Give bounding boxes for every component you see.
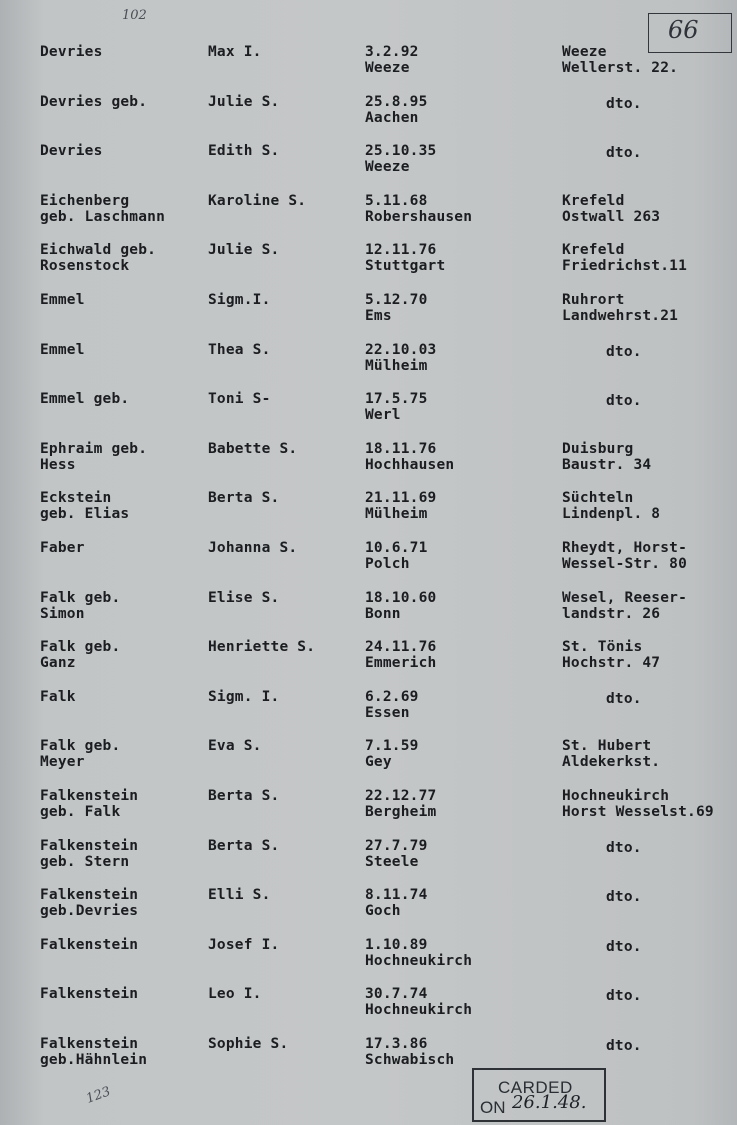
handwritten-mark-bottom: 123 (84, 1084, 113, 1107)
birth-cell-line: 17.3.86 (365, 1035, 428, 1052)
address-cell-line: Duisburg (562, 440, 634, 457)
address-cell-line: St. Tönis (562, 639, 643, 656)
birth-cell (365, 44, 419, 76)
first-name-cell: Julie S. (208, 242, 280, 259)
address-cell-line: Aldekerkst. (562, 754, 661, 771)
address-cell-line: St. Hubert (562, 738, 652, 755)
table-row (0, 838, 737, 888)
surname-cell-line: Falk geb. (40, 639, 121, 656)
first-name-cell: Thea S. (208, 341, 271, 358)
address-cell (562, 540, 687, 572)
birth-cell (365, 292, 428, 324)
birth-cell-line: 1.10.89 (365, 936, 428, 953)
surname-cell (40, 441, 147, 473)
surname-cell (40, 292, 85, 308)
first-name-cell: Edith S. (208, 143, 280, 160)
birth-cell-line: Weeze (365, 60, 410, 76)
first-name-cell: Sophie S. (208, 1035, 289, 1052)
birth-cell-line: Mülheim (365, 506, 428, 523)
surname-cell (40, 689, 76, 705)
surname-cell (40, 540, 85, 556)
surname-cell-line: Falkenstein (40, 887, 139, 904)
address-cell-line: Horst Wesselst.69 (562, 803, 714, 820)
surname-cell-line: Devries (40, 143, 103, 160)
birth-cell-line: 25.10.35 (365, 143, 437, 160)
birth-cell (365, 788, 436, 820)
table-row (0, 887, 737, 937)
birth-cell-line: Stuttgart (365, 258, 446, 275)
table-row (0, 242, 737, 292)
birth-cell-line: Mülheim (365, 357, 428, 374)
address-cell (606, 889, 642, 905)
address-cell (606, 1038, 642, 1054)
address-cell (562, 590, 687, 622)
address-cell (606, 96, 642, 112)
address-cell-line: Krefeld (562, 192, 625, 209)
surname-cell-line: Devries geb. (40, 93, 148, 110)
table-row (0, 441, 737, 491)
address-cell (562, 242, 687, 274)
surname-cell-line: Eichwald geb. (40, 242, 157, 259)
table-row (0, 738, 737, 788)
birth-cell-line: Ems (365, 307, 392, 324)
birth-cell (365, 986, 472, 1018)
surname-cell-line: Falk geb. (40, 738, 121, 755)
address-cell-line: Krefeld (562, 242, 625, 259)
stamp-date: 26.1.48. (512, 1092, 587, 1113)
first-name-cell: Berta S. (208, 490, 280, 507)
surname-cell (40, 788, 138, 820)
address-cell (606, 145, 642, 161)
surname-cell-line: geb. Falk (40, 803, 121, 820)
surname-cell-line: Falkenstein (40, 837, 139, 854)
address-cell-line: Baustr. 34 (562, 456, 652, 473)
surname-cell (40, 937, 138, 953)
surname-cell-line: Falk geb. (40, 589, 121, 606)
address-cell (606, 939, 642, 955)
address-cell-line: dto. (606, 690, 642, 707)
surname-cell-line: Devries (40, 44, 103, 60)
birth-cell-line: 18.11.76 (365, 440, 437, 457)
address-cell (606, 840, 642, 856)
birth-cell (365, 887, 428, 919)
address-cell-line: Lindenpl. 8 (562, 506, 661, 523)
address-cell-line: Ostwall 263 (562, 208, 661, 225)
birth-cell-line: 30.7.74 (365, 986, 428, 1003)
surname-cell-line: Meyer (40, 754, 85, 771)
birth-cell-line: 10.6.71 (365, 539, 428, 556)
birth-cell-line: Steele (365, 853, 419, 870)
address-cell-line: Weeze (562, 44, 607, 60)
first-name-cell: Sigm. I. (208, 688, 280, 705)
birth-cell-line: 27.7.79 (365, 837, 428, 854)
first-name-cell: Johanna S. (208, 539, 298, 556)
table-row (0, 391, 737, 441)
birth-cell-line: Werl (365, 407, 401, 424)
birth-cell (365, 94, 428, 126)
first-name-cell: Berta S. (208, 787, 280, 804)
birth-cell (365, 738, 419, 770)
birth-cell-line: 17.5.75 (365, 391, 428, 408)
surname-cell-line: geb.Devries (40, 903, 139, 920)
address-cell-line: dto. (606, 393, 642, 410)
birth-cell-line: 25.8.95 (365, 93, 428, 110)
table-row (0, 788, 737, 838)
surname-cell-line: geb. Laschmann (40, 208, 166, 225)
table-row (0, 44, 737, 94)
surname-cell (40, 838, 138, 870)
birth-cell-line: Aachen (365, 109, 419, 126)
birth-cell-line: 21.11.69 (365, 490, 437, 507)
first-name-cell: Toni S- (208, 391, 271, 408)
surname-cell-line: Hess (40, 456, 76, 473)
handwritten-mark-top: 102 (122, 8, 147, 23)
first-name-cell: Karoline S. (208, 192, 307, 209)
birth-cell (365, 441, 454, 473)
surname-cell-line: Falkenstein (40, 936, 139, 953)
surname-cell (40, 44, 103, 60)
birth-cell-line: 22.12.77 (365, 787, 437, 804)
surname-cell-line: geb. Stern (40, 853, 130, 870)
surname-cell-line: Eckstein (40, 490, 112, 507)
birth-cell-line: 6.2.69 (365, 688, 419, 705)
address-cell (606, 691, 642, 707)
birth-cell (365, 937, 472, 969)
birth-cell-line: Robershausen (365, 208, 473, 225)
table-row (0, 590, 737, 640)
address-cell-line: dto. (606, 938, 642, 955)
birth-cell (365, 639, 436, 671)
surname-cell-line: Rosenstock (40, 258, 130, 275)
first-name-cell: Max I. (208, 44, 262, 60)
table-row (0, 292, 737, 342)
surname-cell-line: Falkenstein (40, 1035, 139, 1052)
birth-cell-line: Emmerich (365, 655, 437, 672)
address-cell-line: Friedrichst.11 (562, 258, 688, 275)
birth-cell (365, 342, 436, 374)
birth-cell (365, 838, 428, 870)
birth-cell (365, 1036, 454, 1068)
first-name-cell: Josef I. (208, 936, 280, 953)
surname-cell (40, 1036, 147, 1068)
table-row (0, 490, 737, 540)
surname-cell-line: Simon (40, 605, 85, 622)
surname-cell-line: Falkenstein (40, 986, 139, 1003)
first-name-cell: Eva S. (208, 738, 262, 755)
page-number: 66 (668, 16, 699, 44)
address-cell (562, 738, 660, 770)
address-cell-line: Rheydt, Horst- (562, 539, 688, 556)
surname-cell-line: Falk (40, 688, 76, 705)
carded-stamp (472, 1068, 606, 1122)
address-cell-line: dto. (606, 1037, 642, 1054)
table-row (0, 94, 737, 144)
birth-cell-line: Gey (365, 754, 392, 771)
birth-cell (365, 590, 436, 622)
birth-cell (365, 193, 472, 225)
surname-cell (40, 342, 85, 358)
table-row (0, 540, 737, 590)
address-cell-line: Wessel-Str. 80 (562, 555, 688, 572)
first-name-cell: Julie S. (208, 93, 280, 110)
birth-cell (365, 391, 428, 423)
address-cell-line: dto. (606, 889, 642, 906)
surname-cell (40, 887, 138, 919)
first-name-cell: Henriette S. (208, 639, 316, 656)
birth-cell-line: Weeze (365, 159, 410, 176)
stamp-on-label: ON (480, 1098, 506, 1117)
birth-cell (365, 143, 436, 175)
first-name-cell: Berta S. (208, 837, 280, 854)
address-cell (606, 393, 642, 409)
surname-cell (40, 986, 138, 1002)
surname-cell (40, 490, 129, 522)
address-cell-line: Landwehrst.21 (562, 307, 679, 324)
table-row (0, 937, 737, 987)
address-cell-line: Süchteln (562, 490, 634, 507)
birth-cell-line: 7.1.59 (365, 738, 419, 755)
surname-cell (40, 193, 165, 225)
birth-cell-line: 5.11.68 (365, 192, 428, 209)
surname-cell-line: Emmel (40, 341, 85, 358)
address-cell-line: dto. (606, 988, 642, 1005)
address-cell (562, 639, 660, 671)
birth-cell-line: Bonn (365, 605, 401, 622)
surname-cell-line: Eichenberg (40, 192, 130, 209)
birth-cell-line: 5.12.70 (365, 291, 428, 308)
birth-cell-line: Hochneukirch (365, 952, 473, 969)
address-cell (562, 441, 651, 473)
birth-cell-line: Bergheim (365, 803, 437, 820)
surname-cell-line: geb.Hähnlein (40, 1051, 148, 1068)
address-cell (562, 193, 660, 225)
birth-cell (365, 242, 445, 274)
address-cell-line: Ruhrort (562, 291, 625, 308)
birth-cell-line: Hochhausen (365, 456, 455, 473)
surname-cell-line: Emmel geb. (40, 391, 130, 408)
address-cell-line: Wesel, Reeser- (562, 589, 688, 606)
birth-cell-line: 3.2.92 (365, 44, 419, 60)
first-name-cell: Sigm.I. (208, 291, 271, 308)
surname-cell (40, 94, 147, 110)
address-cell-line: Hochneukirch (562, 787, 670, 804)
table-row (0, 986, 737, 1036)
address-cell (562, 44, 678, 76)
table-row (0, 193, 737, 243)
birth-cell-line: 8.11.74 (365, 887, 428, 904)
address-cell (562, 292, 678, 324)
surname-cell (40, 738, 120, 770)
birth-cell (365, 689, 419, 721)
address-cell-line: Hochstr. 47 (562, 655, 661, 672)
table-row (0, 639, 737, 689)
address-cell-line: dto. (606, 343, 642, 360)
address-cell-line: landstr. 26 (562, 605, 661, 622)
address-cell-line: Wellerst. 22. (562, 60, 679, 76)
surname-cell-line: Falkenstein (40, 787, 139, 804)
table-row (0, 342, 737, 392)
birth-cell-line: 24.11.76 (365, 639, 437, 656)
stamp-carded-label: CARDED (498, 1078, 573, 1097)
birth-cell-line: 18.10.60 (365, 589, 437, 606)
table-row (0, 689, 737, 739)
birth-cell-line: Schwabisch (365, 1051, 455, 1068)
first-name-cell: Elli S. (208, 887, 271, 904)
birth-cell-line: Hochneukirch (365, 1002, 473, 1019)
address-cell-line: dto. (606, 839, 642, 856)
surname-cell-line: Emmel (40, 291, 85, 308)
first-name-cell: Babette S. (208, 440, 298, 457)
birth-cell-line: 12.11.76 (365, 242, 437, 259)
birth-cell (365, 490, 436, 522)
surname-cell-line: geb. Elias (40, 506, 130, 523)
birth-cell-line: Essen (365, 704, 410, 721)
address-cell-line: dto. (606, 145, 642, 162)
surname-cell-line: Faber (40, 539, 85, 556)
birth-cell-line: 22.10.03 (365, 341, 437, 358)
first-name-cell: Leo I. (208, 986, 262, 1003)
address-cell (562, 490, 660, 522)
surname-cell (40, 391, 129, 407)
birth-cell-line: Polch (365, 555, 410, 572)
table-row (0, 143, 737, 193)
birth-cell-line: Goch (365, 903, 401, 920)
name-list (0, 44, 737, 1085)
birth-cell (365, 540, 428, 572)
surname-cell-line: Ganz (40, 655, 76, 672)
first-name-cell: Elise S. (208, 589, 280, 606)
address-cell (606, 344, 642, 360)
surname-cell (40, 242, 156, 274)
surname-cell (40, 590, 120, 622)
address-cell (562, 788, 714, 820)
address-cell-line: dto. (606, 95, 642, 112)
surname-cell (40, 639, 120, 671)
surname-cell-line: Ephraim geb. (40, 440, 148, 457)
table-row (0, 1036, 737, 1086)
surname-cell (40, 143, 103, 159)
address-cell (606, 988, 642, 1004)
